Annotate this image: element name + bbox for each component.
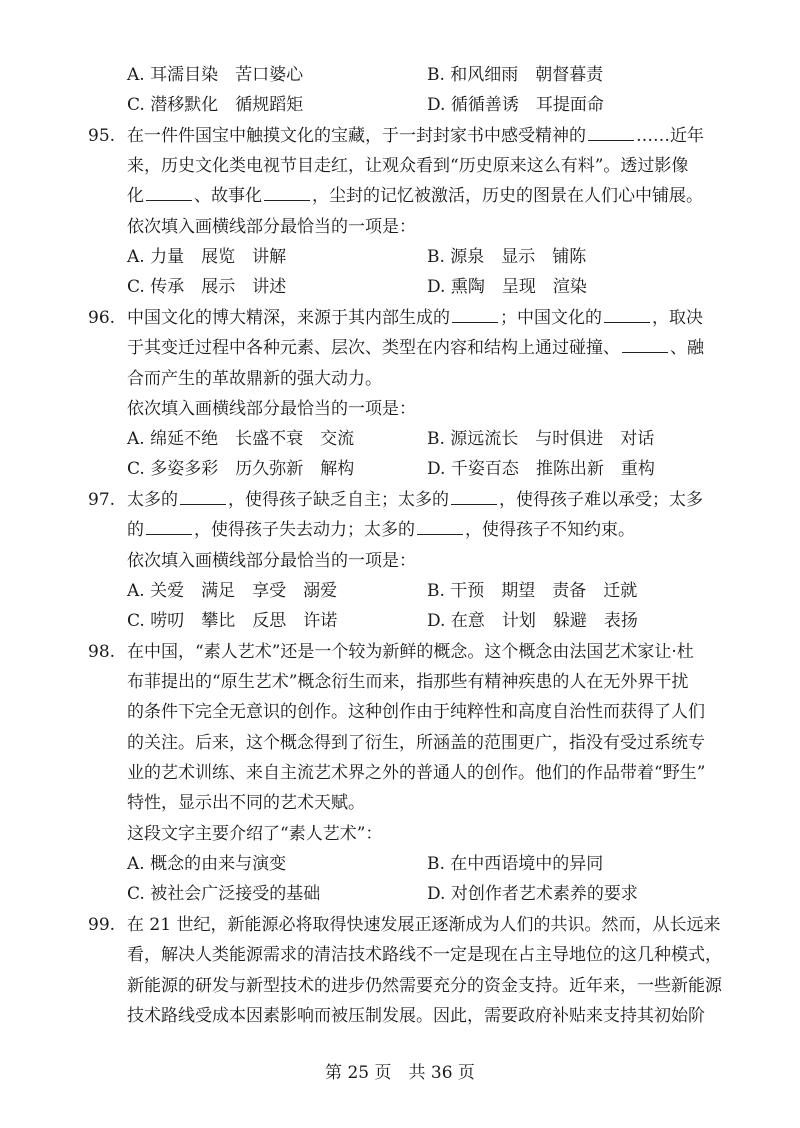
question-text: 在中国，“素人艺术”还是一个较为新鲜的概念。这个概念由法国艺术家让·杜 bbox=[127, 642, 694, 662]
answer-blank bbox=[146, 185, 192, 201]
option-c: C. 传承 展示 讲述 bbox=[127, 277, 287, 297]
question-text: 在 21 世纪，新能源必将取得快速发展正逐渐成为人们的共识。然而，从长远来 bbox=[127, 915, 721, 935]
answer-blank bbox=[588, 125, 634, 141]
option-b: B. 和风细雨 朝督暮责 bbox=[427, 65, 604, 85]
option-a: A. 概念的由来与演变 bbox=[127, 854, 287, 874]
option-c: C. 多姿多彩 历久弥新 解构 bbox=[127, 459, 355, 479]
answer-blank bbox=[452, 307, 498, 323]
answer-blank bbox=[264, 185, 310, 201]
option-b: B. 源泉 显示 铺陈 bbox=[427, 247, 587, 267]
question-number: 97. bbox=[88, 490, 116, 510]
page-footer: 第 25 页 共 36 页 bbox=[325, 1063, 475, 1083]
option-a: A. 关爱 满足 享受 溺爱 bbox=[127, 581, 338, 601]
option-c: C. 潜移默化 循规蹈矩 bbox=[127, 95, 304, 115]
option-d: D. 千姿百态 推陈出新 重构 bbox=[427, 459, 655, 479]
answer-blank bbox=[451, 489, 497, 505]
option-b: B. 在中西语境中的异同 bbox=[427, 854, 604, 874]
option-a: A. 绵延不绝 长盛不衰 交流 bbox=[127, 429, 355, 449]
option-c: C. 唠叨 攀比 反思 许诺 bbox=[127, 611, 338, 631]
question-number: 95. bbox=[88, 126, 116, 146]
question-number: 99. bbox=[88, 915, 116, 935]
option-d: D. 在意 计划 躲避 表扬 bbox=[427, 611, 638, 631]
question-text: 在一件件国宝中触摸文化的宝藏，于一封封家书中感受精神的 ……近年 bbox=[127, 126, 704, 146]
question-number: 96. bbox=[88, 308, 116, 328]
option-b: B. 干预 期望 责备 迁就 bbox=[427, 581, 638, 601]
answer-blank bbox=[146, 519, 192, 535]
option-d: D. 对创作者艺术素养的要求 bbox=[427, 884, 638, 904]
option-c: C. 被社会广泛接受的基础 bbox=[127, 884, 321, 904]
option-a: A. 力量 展览 讲解 bbox=[127, 247, 287, 267]
exam-page: A. 耳濡目染 苦口婆心 B. 和风细雨 朝督暮责 C. 潜移默化 循规蹈矩 D. 循循善诱 耳提面命 95. 在一件件国宝中触摸文化的宝藏，于一封封家书中感受精神的 ……近年 来，历史文化类电视节目走红，让观众看到“历史原来这么有料”。透过影像 化 、故事化 ，尘封的记忆被激活，历史的图景在人们心中铺展。 依次填入画横线部分最恰当的一项是： A. 力量 展览 讲解 B. 源泉 显示 铺陈 C. 传承 展示 讲述 D. 熏陶 呈现 渲染 96. 中国文化的博大精深，来源于其内部生成的 ；中国文化的 ，取决 于其变迁过程中各种元素、层次、类型在内容和结构上通过碰撞、 、融 合而产生的革故鼎新的强大动力。 依次填入画横线部分最恰当的一项是： A. 绵延不绝 长盛不衰 交流 B. 源远流长 与时俱进 对话 C. 多姿多彩 历久弥新 解构 D. 千姿百态 推陈出新 重构 97. 太多的 ，使得孩子缺乏自主；太多的 ，使得孩子难以承受；太多 的 ，使得孩子失去动力；太多的 ，使得孩子不知约束。 依次填入画横线部分最恰当的一项是： A. 关爱 满足 享受 溺爱 B. 干预 期望 责备 迁就 C. 唠叨 攀比 反思 许诺 D. 在意 计划 躲避 表扬 98. 在中国，“素人艺术”还是一个较为新鲜的概念。这个概念由法国艺术家让·杜 布菲提出的“原生艺术”概念衍生而来，指那些有精神疾患的人在无外界干扰 的条件下完全无意识的创作。这种创作由于纯粹性和高度自治性而获得了人们 的关注。后来，这个概念得到了衍生，所涵盖的范围更广，指没有受过系统专 业的艺术训练、来自主流艺术界之外的普通人的创作。他们的作品带着“野生” 特性，显示出不同的艺术天赋。 这段文字主要介绍了“素人艺术”： A. 概念的由来与演变 B. 在中西语境中的异同 C. 被社会广泛接受的基础 D. 对创作者艺术素养的要求 99. 在 21 世纪，新能源必将取得快速发展正逐渐成为人们的共识。然而，从长远来 看，解决人类能源需求的清洁技术路线不一定是现在占主导地位的这几种模式， 新能源的研发与新型技术的进步仍然需要充分的资金支持。近年来，一些新能源 技术路线受成本因素影响而被压制发展。因此，需要政府补贴来支持其初始阶 第 25 页 共 36 页 bbox=[0, 0, 800, 1128]
answer-blank bbox=[180, 489, 226, 505]
option-b: B. 源远流长 与时俱进 对话 bbox=[427, 429, 655, 449]
option-a: A. 耳濡目染 苦口婆心 bbox=[127, 65, 304, 85]
answer-blank bbox=[622, 337, 668, 353]
option-d: D. 熏陶 呈现 渲染 bbox=[427, 277, 587, 297]
option-d: D. 循循善诱 耳提面命 bbox=[427, 95, 604, 115]
question-number: 98. bbox=[88, 642, 116, 662]
answer-blank bbox=[604, 307, 650, 323]
answer-blank bbox=[417, 519, 463, 535]
